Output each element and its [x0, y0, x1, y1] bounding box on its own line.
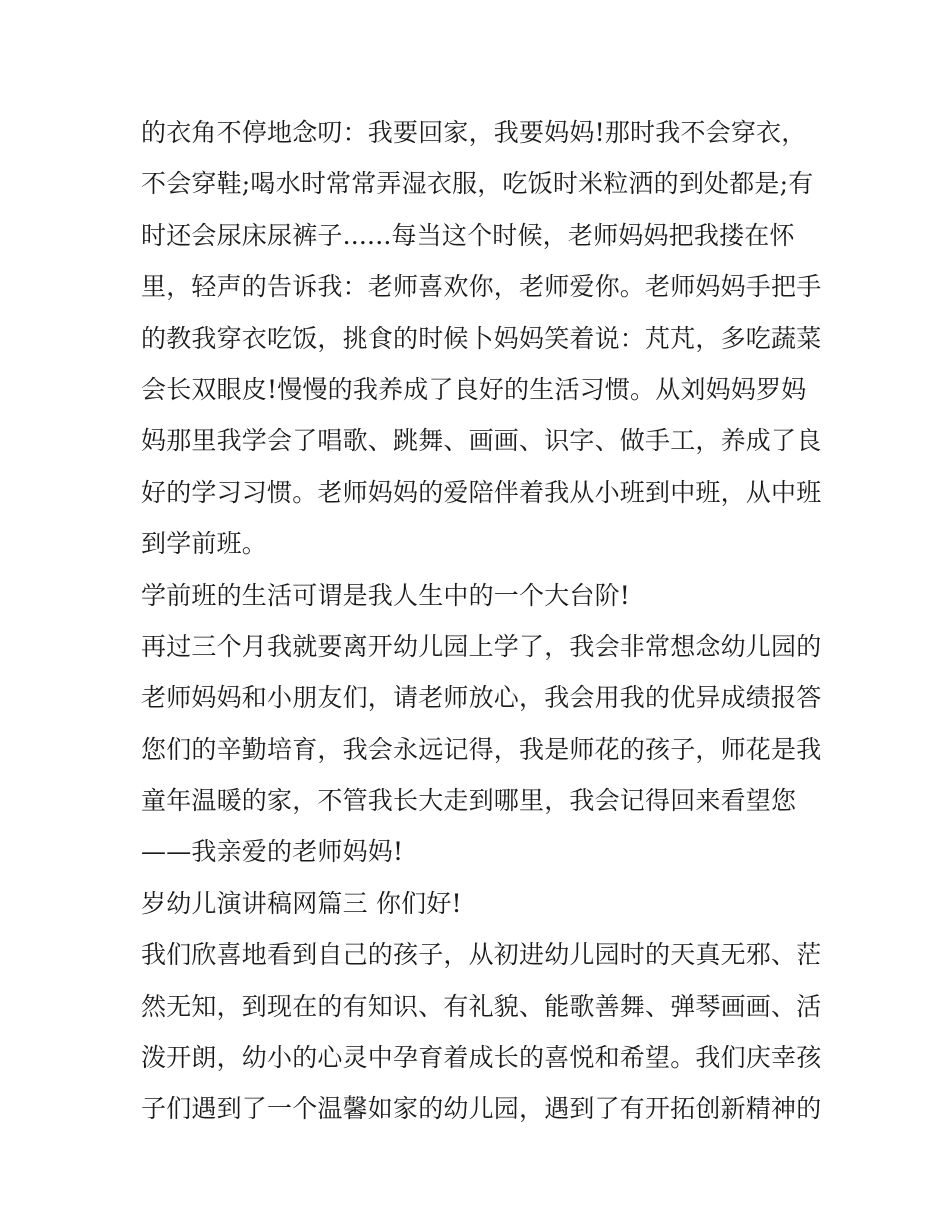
text-line: 不会穿鞋;喝水时常常弄湿衣服，吃饭时米粒洒的到处都是;有 [141, 169, 814, 199]
text-line: 到学前班。 [141, 529, 268, 559]
text-line: 泼开朗，幼小的心灵中孕育着成长的喜悦和希望。我们庆幸孩 [141, 1043, 822, 1073]
text-line: ——我亲爱的老师妈妈! [141, 837, 404, 867]
text-line: 好的学习习惯。老师妈妈的爱陪伴着我从小班到中班，从中班 [141, 477, 822, 507]
text-line: 然无知，到现在的有知识、有礼貌、能歌善舞、弹琴画画、活 [141, 991, 822, 1021]
text-line: 学前班的生活可谓是我人生中的一个大台阶! [141, 580, 631, 610]
text-line: 里，轻声的告诉我：老师喜欢你，老师爱你。老师妈妈手把手 [141, 272, 822, 302]
text-line: 子们遇到了一个温馨如家的幼儿园，遇到了有开拓创新精神的 [141, 1094, 822, 1124]
text-line: 妈那里我学会了唱歌、跳舞、画画、识字、做手工，养成了良 [141, 426, 822, 456]
section-heading: 岁幼儿演讲稿网篇三 你们好! [141, 888, 462, 918]
text-line: 的教我穿衣吃饭，挑食的时候卜妈妈笑着说：芃芃，多吃蔬菜 [141, 323, 822, 353]
text-line: 老师妈妈和小朋友们，请老师放心，我会用我的优异成绩报答 [141, 683, 822, 713]
text-line: 童年温暖的家，不管我长大走到哪里，我会记得回来看望您 [141, 786, 797, 816]
text-line: 会长双眼皮!慢慢的我养成了良好的生活习惯。从刘妈妈罗妈 [141, 374, 807, 404]
body-text [141, 107, 821, 1135]
text-line: 时还会尿床尿裤子......每当这个时候，老师妈妈把我搂在怀 [141, 220, 795, 250]
text-line: 的衣角不停地念叨：我要回家，我要妈妈!那时我不会穿衣， [141, 118, 807, 147]
text-line: 您们的辛勤培育，我会永远记得，我是师花的孩子，师花是我 [141, 734, 822, 764]
text-line: 我们欣喜地看到自己的孩子，从初进幼儿园时的天真无邪、茫 [141, 940, 822, 970]
text-line: 再过三个月我就要离开幼儿园上学了，我会非常想念幼儿园的 [141, 631, 822, 661]
